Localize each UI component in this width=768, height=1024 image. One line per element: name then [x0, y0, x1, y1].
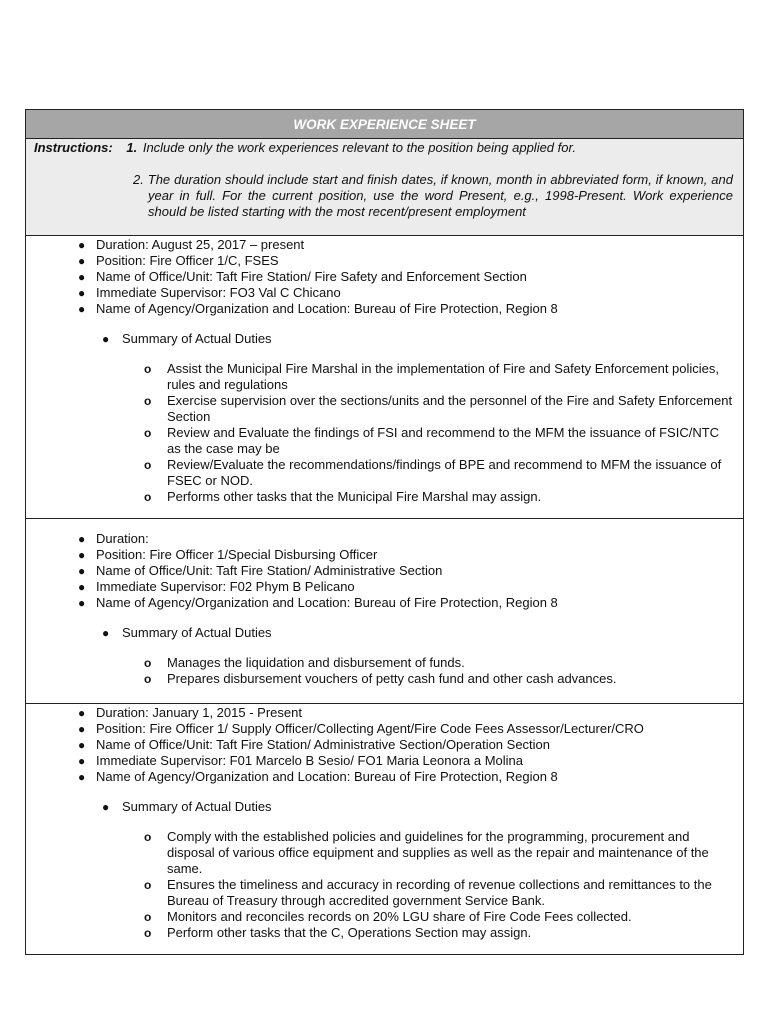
info-supervisor: ● Immediate Supervisor: F02 Phym B Pelicano — [78, 579, 355, 594]
duties-list — [26, 829, 743, 941]
bullet-icon: ● — [78, 706, 86, 720]
info-office: ● Name of Office/Unit: Taft Fire Station/ Administrative Section/Operation Section — [78, 737, 551, 752]
bullet-icon: ● — [102, 332, 110, 346]
summary-heading: ● Summary of Actual Duties — [102, 625, 272, 640]
info-agency: ● Name of Agency/Organization and Location: Bureau of Fire Protection, Region 8 — [78, 301, 558, 316]
info-position: ● Position: Fire Officer 1/C, FSES — [78, 253, 279, 268]
bullet-icon: ● — [102, 800, 110, 814]
circle-bullet-icon: o — [144, 656, 152, 670]
sheet-title — [26, 110, 743, 139]
duty-item: o Perform other tasks that the C, Operations Section may assign. — [144, 925, 532, 940]
experience-entry — [26, 519, 743, 704]
info-office: ● Name of Office/Unit: Taft Fire Station/ Fire Safety and Enforcement Section — [78, 269, 527, 284]
info-office: ● Name of Office/Unit: Taft Fire Station/ Administrative Section — [78, 563, 443, 578]
duty-item: o Assist the Municipal Fire Marshal in the implementation of Fire and Safety Enforcement policies, rules and regulations — [144, 361, 720, 392]
circle-bullet-icon: o — [144, 672, 152, 686]
entry-info-list — [26, 705, 743, 785]
circle-bullet-icon: o — [144, 426, 152, 440]
info-duration: ● Duration: August 25, 2017 – present — [78, 237, 305, 252]
bullet-icon: ● — [78, 738, 86, 752]
info-agency: ● Name of Agency/Organization and Location: Bureau of Fire Protection, Region 8 — [78, 595, 558, 610]
instruction-item-2: 2. The duration should include start and finish dates, if known, month in abbreviated form, if known, and year in full. For the current position, use the word Present, e.g., 1998-Present. Work experience should be listed starting with the most recent/present employment — [133, 172, 733, 219]
sheet-title-text: WORK EXPERIENCE SHEET — [293, 116, 476, 132]
duty-item: o Review and Evaluate the findings of FSI and recommend to the MFM the issuance of FSIC/NTC as the case may be — [144, 425, 720, 456]
info-duration: ● Duration: January 1, 2015 - Present — [78, 705, 302, 720]
circle-bullet-icon: o — [144, 878, 152, 892]
bullet-icon: ● — [102, 626, 110, 640]
bullet-icon: ● — [78, 564, 86, 578]
circle-bullet-icon: o — [144, 362, 152, 376]
bullet-icon: ● — [78, 722, 86, 736]
duty-item: o Comply with the established policies and guidelines for the programming, procurement and disposal of various office equipment and supplies as well as the repair and maintenance of the same. — [144, 829, 709, 876]
duty-item: o Ensures the timeliness and accuracy in recording of revenue collections and remittances to the Bureau of Treasury through accredited government Service Bank. — [144, 877, 712, 908]
bullet-icon: ● — [78, 270, 86, 284]
circle-bullet-icon: o — [144, 830, 152, 844]
bullet-icon: ● — [78, 580, 86, 594]
instructions-block — [26, 139, 743, 236]
circle-bullet-icon: o — [144, 458, 152, 472]
duty-item: o Monitors and reconciles records on 20% LGU share of Fire Code Fees collected. — [144, 909, 632, 924]
info-duration: ● Duration: — [78, 531, 149, 546]
bullet-icon: ● — [78, 302, 86, 316]
instruction-item-1 — [34, 140, 576, 156]
info-supervisor: ● Immediate Supervisor: FO3 Val C Chicano — [78, 285, 341, 300]
circle-bullet-icon: o — [144, 394, 152, 408]
entry-info-list — [26, 237, 743, 317]
instruction-number-1: 1. — [126, 140, 138, 155]
info-agency: ● Name of Agency/Organization and Location: Bureau of Fire Protection, Region 8 — [78, 769, 558, 784]
duty-item: o Exercise supervision over the sections/units and the personnel of the Fire and Safety Enforcement Section — [144, 393, 733, 424]
duty-item: o Performs other tasks that the Municipal Fire Marshal may assign. — [144, 489, 542, 504]
duties-list — [26, 361, 743, 505]
bullet-icon: ● — [78, 596, 86, 610]
experience-entry — [26, 704, 743, 954]
info-supervisor: ● Immediate Supervisor: F01 Marcelo B Sesio/ FO1 Maria Leonora a Molina — [78, 753, 524, 768]
circle-bullet-icon: o — [144, 926, 152, 940]
bullet-icon: ● — [78, 286, 86, 300]
bullet-icon: ● — [78, 754, 86, 768]
circle-bullet-icon: o — [144, 910, 152, 924]
summary-heading: ● Summary of Actual Duties — [102, 331, 272, 346]
info-position: ● Position: Fire Officer 1/ Supply Officer/Collecting Agent/Fire Code Fees Assessor/Lecturer/CRO — [78, 721, 644, 736]
summary-heading: ● Summary of Actual Duties — [102, 799, 272, 814]
duties-list — [26, 655, 743, 687]
duty-item: o Manages the liquidation and disbursement of funds. — [144, 655, 465, 670]
work-experience-sheet — [25, 109, 744, 955]
bullet-icon: ● — [78, 254, 86, 268]
bullet-icon: ● — [78, 548, 86, 562]
experience-entry — [26, 236, 743, 519]
circle-bullet-icon: o — [144, 490, 152, 504]
info-position: ● Position: Fire Officer 1/Special Disbursing Officer — [78, 547, 378, 562]
duty-item: o Review/Evaluate the recommendations/findings of BPE and recommend to MFM the issuance of FSEC or NOD. — [144, 457, 722, 488]
instruction-text-1: Include only the work experiences relevant to the position being applied for. — [142, 140, 576, 155]
duty-item: o Prepares disbursement vouchers of petty cash fund and other cash advances. — [144, 671, 617, 686]
bullet-icon: ● — [78, 532, 86, 546]
instructions-label: Instructions: — [34, 140, 113, 155]
bullet-icon: ● — [78, 770, 86, 784]
entry-info-list — [26, 531, 743, 611]
bullet-icon: ● — [78, 238, 86, 252]
